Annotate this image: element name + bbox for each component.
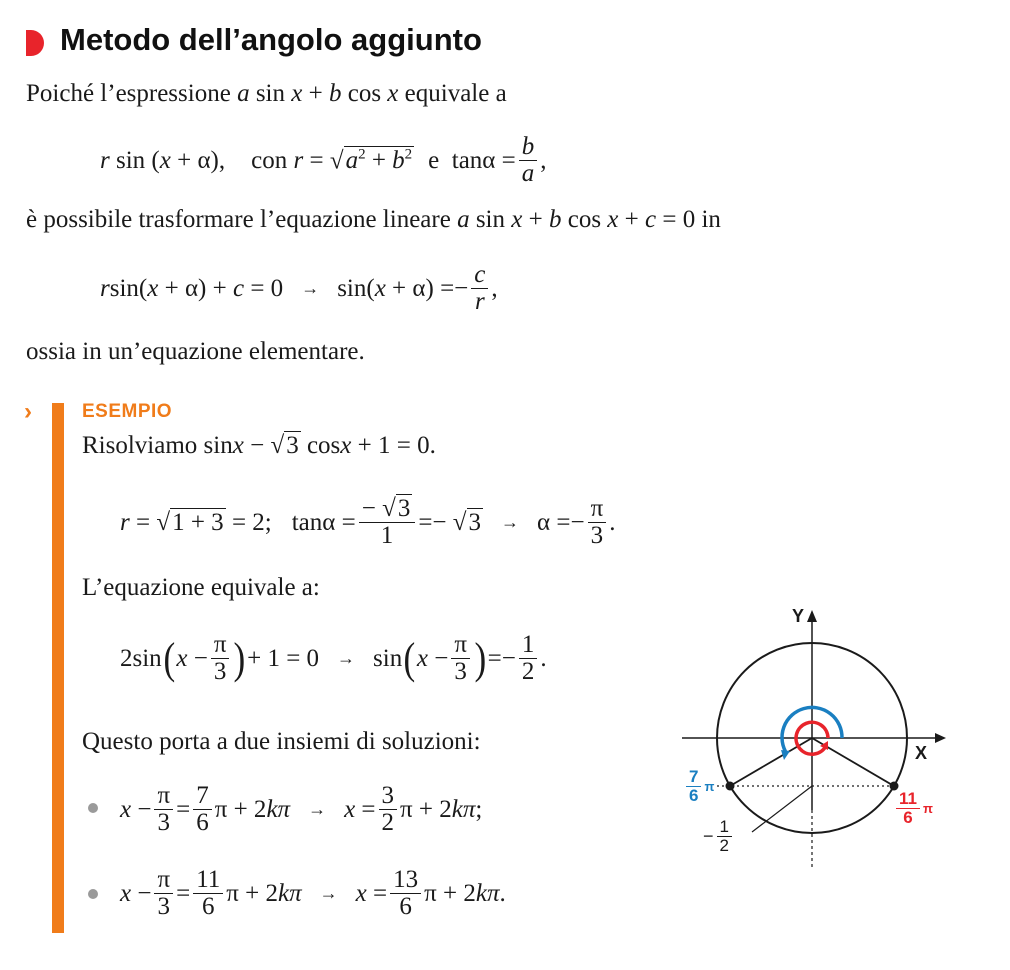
point-left — [726, 782, 735, 791]
intro-text-c: è possibile trasformare l’equazione lineare — [26, 206, 451, 233]
example-intro-text: Risolviamo — [82, 432, 198, 459]
example-label: ESEMPIO — [82, 401, 173, 422]
intro-line-2 — [26, 206, 721, 234]
intro-text-b: equivale a — [404, 80, 507, 107]
label-seven-sixths-pi: $\frac{7}{6}$ π — [683, 768, 714, 805]
example-equiv-text: L’equazione equivale a: — [82, 574, 320, 601]
half-pointer-line — [752, 786, 812, 832]
radius-left — [730, 738, 812, 786]
section-bullet-icon — [26, 30, 44, 56]
list-bullet — [88, 889, 98, 899]
label-minus-half: − $\frac{1}{2}$ — [703, 818, 735, 855]
intro-line-3: ossia in un’equazione elementare. — [26, 338, 365, 365]
example-equation: sinx − √3 cosx + 1 = 0. — [203, 432, 436, 459]
formula-transform: rsin(x + α) + c = 0 → sin(x + α) =− $\frac{c}{r}$ , — [100, 261, 498, 316]
example-side-bar — [52, 403, 64, 933]
solution-2: x − $\frac{\pi}{3}$ = $\frac{11}{6}$ π + 2kπ → x = $\frac{13}{6}$ π + 2kπ. — [120, 866, 506, 921]
label-eleven-sixths-pi: $\frac{11}{6}$ π — [893, 790, 933, 827]
y-axis-arrow-icon — [807, 610, 817, 622]
solution-1: x − $\frac{\pi}{3}$ = $\frac{7}{6}$ π + 2kπ → x = $\frac{3}{2}$ π + 2kπ; — [120, 782, 483, 837]
linear-equation: a sin x + b cos x + c = 0 — [457, 206, 696, 233]
formula-r-sin: r sin (x + α), con r = $√a^2 + b^2$ e tanα = $\frac{b}{a}$ , — [100, 133, 547, 188]
chevron-right-icon: › — [24, 398, 32, 425]
expression-a-sin-b-cos: a sin x + b cos x — [237, 80, 399, 107]
intro-text-in: in — [701, 206, 721, 233]
intro-text-a: Poiché l’espressione — [26, 80, 231, 107]
list-bullet — [88, 803, 98, 813]
formula-shifted: 2sin ( x − $\frac{\pi}{3}$ ) + 1 = 0 → sin ( x − $\frac{\pi}{3}$ ) =− $\frac{1}{2}$ . — [120, 631, 547, 686]
formula-r-alpha: r = √1 + 3 = 2; tanα = $\frac{- √3}{1}$ =− √3 → α =− $\frac{\pi}{3}$ . — [120, 495, 616, 550]
example-two-sets-text: Questo porta a due insiemi di soluzioni: — [82, 728, 481, 755]
x-axis-label: X — [915, 743, 928, 763]
page-title: Metodo dell’angolo aggiunto — [60, 22, 482, 57]
y-axis-label: Y — [792, 606, 805, 626]
intro-line-1 — [26, 80, 507, 108]
x-axis-arrow-icon — [935, 733, 946, 743]
example-intro — [82, 432, 436, 460]
